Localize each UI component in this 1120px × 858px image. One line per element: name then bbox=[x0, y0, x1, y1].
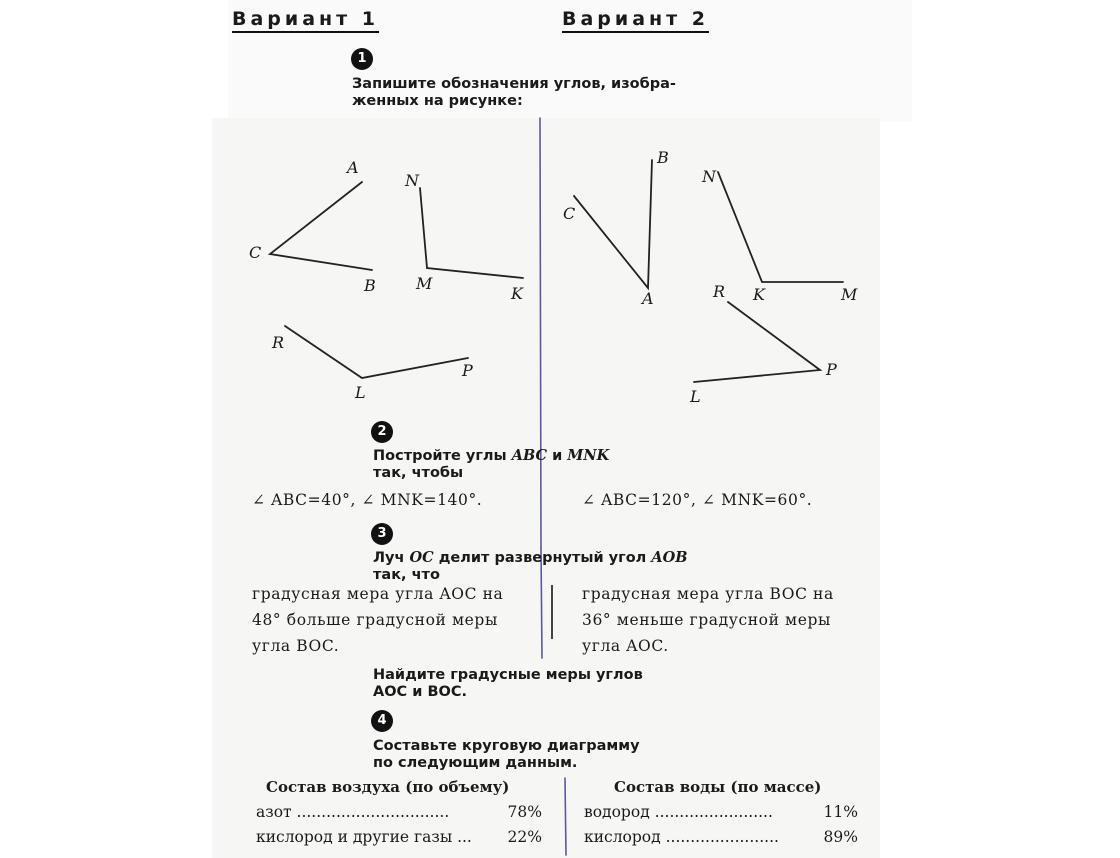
label-point-k-v2: K bbox=[753, 285, 765, 304]
angle-acb-lines bbox=[270, 182, 372, 270]
water-composition-title: Состав воды (по массе) bbox=[614, 778, 822, 796]
water-row-name: водород ........................ bbox=[584, 803, 773, 821]
label-point-n: N bbox=[405, 171, 419, 190]
label-point-p-v2: P bbox=[826, 360, 837, 379]
label-point-k: K bbox=[511, 284, 523, 303]
label-point-l: L bbox=[355, 383, 366, 402]
label-point-m-v2: M bbox=[841, 285, 858, 304]
variant-divider-line-bottom bbox=[565, 778, 566, 855]
task-3-variant-2-condition: градусная мера угла BOC на 36° меньше градусной меры угла AOC. bbox=[582, 585, 834, 655]
air-row-value: 22% bbox=[507, 828, 542, 846]
label-point-r-v2: R bbox=[713, 282, 726, 301]
air-row-name: азот ............................... bbox=[256, 803, 450, 821]
task-1-text: Запишите обозначения углов, изобра- женных на рисунке: bbox=[352, 76, 676, 109]
variant-1-heading: Вариант 1 bbox=[232, 8, 379, 33]
task-2-number: 2 bbox=[371, 421, 393, 443]
label-point-m: M bbox=[416, 274, 433, 293]
water-row-name: кислород ....................... bbox=[584, 828, 779, 846]
task-2-variant-2-condition: ∠ ABC=120°, ∠ MNK=60°. bbox=[582, 491, 813, 509]
variant-2-heading: Вариант 2 bbox=[562, 8, 709, 33]
task-3-question: Найдите градусные меры углов AOC и BOC. bbox=[373, 667, 643, 700]
angle-nkm-lines bbox=[718, 172, 843, 282]
label-point-p: P bbox=[462, 361, 473, 380]
variant-divider-line bbox=[540, 118, 541, 548]
label-point-n-v2: N bbox=[702, 167, 716, 186]
task-4-text: Составьте круговую диаграмму по следующим данным. bbox=[373, 738, 640, 771]
task-2-text: Постройте углы ABC и MNK так, чтобы bbox=[373, 447, 610, 481]
air-composition-title: Состав воздуха (по объему) bbox=[266, 778, 510, 796]
angle-cab-lines bbox=[574, 160, 652, 288]
air-row bbox=[256, 803, 542, 821]
task-3-number: 3 bbox=[371, 523, 393, 545]
water-row bbox=[584, 803, 858, 821]
air-row bbox=[256, 828, 542, 846]
water-row-value: 89% bbox=[823, 828, 858, 846]
air-row-value: 78% bbox=[507, 803, 542, 821]
label-point-c-v2: C bbox=[563, 204, 576, 223]
task-2-variant-1-condition: ∠ ABC=40°, ∠ MNK=140°. bbox=[252, 491, 483, 509]
air-row-name: кислород и другие газы ... bbox=[256, 828, 472, 846]
water-row-value: 11% bbox=[823, 803, 858, 821]
task-4-number: 4 bbox=[371, 710, 393, 732]
label-point-a-v2: A bbox=[642, 289, 654, 308]
label-point-r: R bbox=[272, 333, 285, 352]
task-3-separator bbox=[551, 585, 553, 639]
label-point-b: B bbox=[364, 276, 376, 295]
water-row bbox=[584, 828, 858, 846]
task-3-variant-1-condition: градусная мера угла AOC на 48° больше градусной меры угла BOC. bbox=[252, 585, 504, 655]
label-point-c: C bbox=[249, 243, 262, 262]
task-1-number: 1 bbox=[351, 48, 373, 70]
label-point-b-v2: B bbox=[657, 148, 669, 167]
task-3-text: Луч OC делит развернутый угол AOB так, что bbox=[373, 549, 688, 583]
label-point-a: A bbox=[347, 158, 359, 177]
angle-rlp-lines bbox=[285, 326, 468, 378]
label-point-l-v2: L bbox=[690, 387, 701, 406]
angle-nmk-lines bbox=[420, 188, 523, 278]
angle-rpl-lines bbox=[694, 302, 820, 382]
